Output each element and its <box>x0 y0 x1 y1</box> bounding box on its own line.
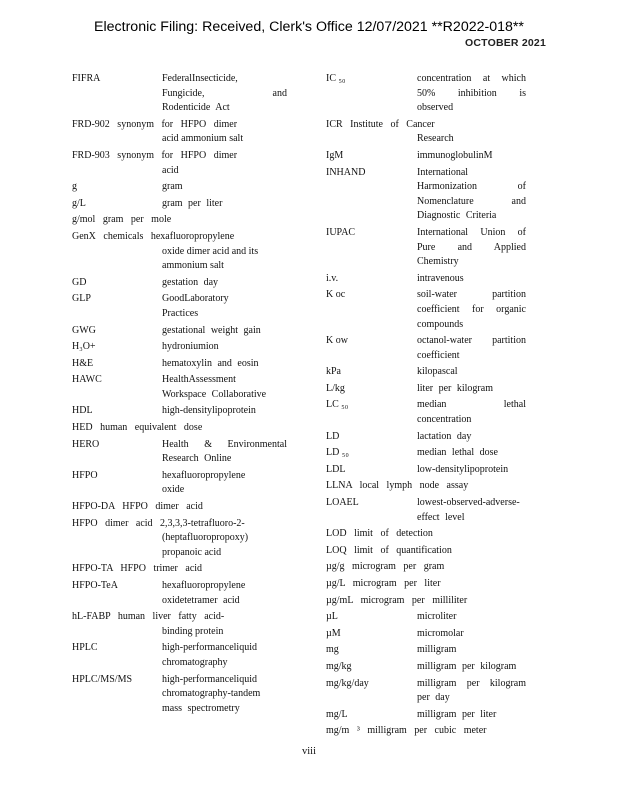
abbreviation-definition-line: binding protein <box>162 625 224 637</box>
abbreviation-term: µg/g <box>326 561 345 573</box>
abbreviation-entry <box>72 357 287 372</box>
abbreviation-definition-line: intravenous <box>417 272 464 284</box>
abbreviation-definition <box>162 438 287 467</box>
abbreviation-definition <box>417 708 526 723</box>
abbreviation-definition-line: Practices <box>162 307 199 319</box>
abbreviation-definition <box>417 149 526 164</box>
abbreviation-definition: HFPO trimer acid <box>120 563 203 575</box>
abbreviation-definition <box>162 373 287 402</box>
abbreviation-term: HED <box>72 422 93 434</box>
abbreviation-definition-line: milligram <box>417 644 457 656</box>
abbreviation-definition <box>417 430 526 445</box>
abbreviation-entry <box>72 149 287 178</box>
abbreviation-definition <box>417 677 526 706</box>
abbreviation-definition-line: concentration at which <box>417 73 526 84</box>
abbreviation-term: LD <box>326 430 340 442</box>
abbreviation-definition-line: hexafluoropropylene <box>162 580 246 591</box>
abbreviation-term: HFPO <box>72 469 98 481</box>
abbreviation-term: LD ₅₀ <box>326 447 349 459</box>
abbreviation-entry <box>326 382 526 397</box>
abbreviation-entry <box>72 673 287 717</box>
abbreviation-entry <box>72 340 287 355</box>
abbreviation-entry <box>72 213 287 228</box>
abbreviation-term: mg <box>326 644 339 656</box>
abbreviation-definition-line: acid <box>162 164 179 176</box>
abbreviation-definition-line: gestational weight gain <box>162 324 261 336</box>
abbreviation-definition-line: high-performanceliquid <box>162 642 257 654</box>
abbreviation-entry <box>326 288 526 332</box>
abbreviation-term: ICR <box>326 118 343 130</box>
abbreviation-entry <box>326 398 526 427</box>
abbreviation-definition-line: gram per liter <box>162 197 223 209</box>
abbreviation-definition: local lymph node assay <box>359 480 469 492</box>
abbreviation-definition-line: oxidetetramer acid <box>162 594 240 606</box>
abbreviation-definition-line: acid ammonium salt <box>162 133 244 145</box>
abbreviation-term: LLNA <box>326 480 353 492</box>
abbreviation-entry <box>72 421 287 436</box>
abbreviation-definition <box>417 365 526 380</box>
abbreviation-definition <box>162 180 287 195</box>
abbreviation-term: g/mol <box>72 214 96 226</box>
abbreviation-entry <box>326 118 526 147</box>
abbreviation-term: GLP <box>72 293 91 305</box>
abbreviation-definition: microgram per milliliter <box>360 594 468 606</box>
abbreviation-term: GD <box>72 276 87 288</box>
abbreviation-entry <box>326 643 526 658</box>
abbreviation-definition: milligram per cubic meter <box>367 725 487 737</box>
abbreviation-definition-line: Chemistry <box>417 256 459 268</box>
abbreviation-definition <box>417 446 526 461</box>
abbreviation-definition: synonym for HFPO dimer <box>117 118 238 130</box>
filing-stamp: Electronic Filing: Received, Clerk's Office 12/07/2021 **R2022-018** <box>94 19 524 35</box>
abbreviation-term: HFPO-TA <box>72 563 113 575</box>
abbreviation-term: HFPO-DA <box>72 501 115 513</box>
abbreviation-term: GenX <box>72 230 96 242</box>
abbreviation-term: HAWC <box>72 374 102 386</box>
abbreviation-definition-line: kilopascal <box>417 366 458 378</box>
abbreviation-entry <box>72 641 287 670</box>
abbreviation-definition-line: lowest-observed-adverse- <box>417 497 520 509</box>
abbreviation-entry <box>326 272 526 287</box>
abbreviation-definition-line: Diagnostic Criteria <box>417 210 497 222</box>
abbreviation-definition <box>162 673 287 717</box>
abbreviation-term: HFPO-TeA <box>72 580 118 591</box>
abbreviation-definition: microgram per gram <box>352 561 445 573</box>
abbreviations-right-column <box>326 72 526 741</box>
abbreviation-term: L/kg <box>326 382 345 394</box>
abbreviation-entry <box>326 544 526 559</box>
abbreviation-definition <box>162 357 287 372</box>
abbreviation-entry <box>326 560 526 575</box>
abbreviation-entry <box>326 166 526 224</box>
abbreviation-term: IUPAC <box>326 226 356 238</box>
abbreviation-entry <box>72 517 287 561</box>
abbreviation-entry <box>326 724 526 739</box>
abbreviation-definition <box>162 276 287 291</box>
abbreviation-definition-line: chromatography <box>162 656 228 668</box>
abbreviation-entry <box>326 479 526 494</box>
abbreviation-definition-line: lactation day <box>417 430 472 442</box>
abbreviation-definition: human liver fatty acid- <box>117 611 225 623</box>
abbreviation-definition-line: (heptafluoropropoxy) <box>162 532 249 544</box>
abbreviation-entry <box>72 72 287 116</box>
abbreviation-entry <box>72 373 287 402</box>
abbreviation-definition <box>162 579 287 608</box>
abbreviation-definition-line: FederalInsecticide, <box>162 73 238 84</box>
abbreviation-term: FRD-902 <box>72 118 110 130</box>
abbreviation-term: g/L <box>72 197 86 209</box>
abbreviation-definition-line: International Union of <box>417 226 526 238</box>
abbreviation-definition-line: Workspace Collaborative <box>162 388 267 400</box>
abbreviation-entry <box>72 118 287 147</box>
abbreviation-entry <box>326 627 526 642</box>
abbreviation-term: GWG <box>72 324 96 336</box>
abbreviation-definition-line: immunoglobulinM <box>417 149 493 161</box>
abbreviation-definition <box>162 292 287 321</box>
abbreviation-definition <box>417 166 526 224</box>
abbreviation-term: FIFRA <box>72 73 101 84</box>
abbreviation-entry <box>72 197 287 212</box>
abbreviation-entry <box>326 610 526 625</box>
abbreviation-definition: HFPO dimer acid <box>122 501 203 513</box>
abbreviation-term: mg/L <box>326 708 348 720</box>
abbreviation-entry <box>72 292 287 321</box>
abbreviation-entry <box>326 463 526 478</box>
abbreviation-term: HPLC/MS/MS <box>72 673 133 685</box>
abbreviation-definition-line: median lethal <box>417 399 526 411</box>
abbreviation-definition-line: GoodLaboratory <box>162 293 229 305</box>
abbreviation-term: LOAEL <box>326 497 359 509</box>
abbreviation-definition <box>417 334 526 363</box>
abbreviation-entry <box>72 404 287 419</box>
abbreviation-definition <box>417 398 526 427</box>
abbreviation-entry <box>326 149 526 164</box>
abbreviation-definition-line: HealthAssessment <box>162 374 236 386</box>
abbreviation-definition <box>417 382 526 397</box>
abbreviation-definition-line: ammonium salt <box>162 260 224 272</box>
abbreviation-entry <box>326 708 526 723</box>
abbreviation-definition: human equivalent dose <box>100 422 203 434</box>
abbreviation-definition-line: octanol-water partition <box>417 335 526 347</box>
abbreviation-definition: dimer acid 2,3,3,3-tetrafluoro-2- <box>105 517 245 529</box>
abbreviation-definition: chemicals hexafluoropropylene <box>103 230 235 242</box>
abbreviation-definition-line: Health & Environmental <box>162 438 287 450</box>
abbreviation-definition-line: Fungicide, and <box>162 87 287 99</box>
abbreviation-term: H&E <box>72 357 94 369</box>
abbreviation-definition <box>417 272 526 287</box>
abbreviation-term: K oc <box>326 289 346 301</box>
abbreviation-definition-line: oxide dimer acid and its <box>162 245 259 257</box>
abbreviation-definition: synonym for HFPO dimer <box>117 149 238 161</box>
abbreviation-definition <box>417 72 526 116</box>
abbreviation-definition-line: microliter <box>417 611 457 623</box>
abbreviation-entry <box>326 677 526 706</box>
abbreviation-definition <box>162 340 287 355</box>
abbreviation-term: LDL <box>326 463 346 475</box>
abbreviation-definition-line: Nomenclature and <box>417 195 526 207</box>
abbreviation-definition: limit of detection <box>354 528 433 540</box>
abbreviation-entry <box>72 324 287 339</box>
abbreviation-definition-line: coefficient <box>417 349 460 361</box>
abbreviation-entry <box>72 276 287 291</box>
abbreviation-term: LC ₅₀ <box>326 399 349 411</box>
abbreviation-definition-line: micromolar <box>417 627 464 639</box>
page-number: viii <box>301 746 316 757</box>
abbreviation-definition-line: hexafluoropropylene <box>162 469 246 481</box>
abbreviation-term: mg/m ³ <box>326 725 360 737</box>
abbreviation-entry <box>326 365 526 380</box>
abbreviation-term: µL <box>326 611 338 623</box>
abbreviation-definition <box>417 610 526 625</box>
abbreviation-entry <box>326 430 526 445</box>
abbreviation-term: kPa <box>326 366 341 378</box>
abbreviations-left-column <box>72 72 287 718</box>
abbreviation-term: LOD <box>326 528 347 540</box>
abbreviation-definition <box>417 288 526 332</box>
abbreviation-definition-line: high-densitylipoprotein <box>162 405 256 417</box>
abbreviation-definition: Institute of Cancer <box>350 118 435 130</box>
abbreviation-definition <box>417 660 526 675</box>
abbreviation-entry <box>326 527 526 542</box>
abbreviation-definition-line: chromatography-tandem <box>162 688 261 700</box>
abbreviation-definition <box>417 226 526 270</box>
abbreviation-definition-line: mass spectrometry <box>162 702 240 714</box>
abbreviation-entry <box>326 496 526 525</box>
abbreviation-definition-line: hematoxylin and eosin <box>162 357 259 369</box>
abbreviation-definition-line: median lethal dose <box>417 447 498 459</box>
abbreviation-definition-line: propanoic acid <box>162 546 222 558</box>
abbreviation-entry <box>72 610 287 639</box>
abbreviation-definition-line: Research Online <box>162 453 232 465</box>
abbreviation-term: mg/kg/day <box>326 677 369 689</box>
abbreviation-definition-line: effect level <box>417 511 465 523</box>
abbreviation-term: H₃O+ <box>72 341 96 353</box>
abbreviation-entry <box>72 469 287 498</box>
abbreviation-term: HPLC <box>72 642 98 654</box>
abbreviation-definition-line: milligram per kilogram <box>417 660 517 672</box>
abbreviation-entry <box>72 438 287 467</box>
abbreviation-entry <box>72 562 287 577</box>
abbreviation-term: µg/L <box>326 578 346 589</box>
abbreviation-term: HDL <box>72 405 93 417</box>
abbreviation-definition-line: Rodenticide Act <box>162 102 230 114</box>
abbreviation-definition-line: hydroniumion <box>162 341 219 353</box>
abbreviation-definition-line: Research <box>417 133 454 145</box>
abbreviation-term: HERO <box>72 438 100 450</box>
abbreviation-definition-line: gestation day <box>162 276 219 288</box>
abbreviation-entry <box>72 579 287 608</box>
abbreviation-term: i.v. <box>326 272 339 284</box>
abbreviation-entry <box>326 577 526 592</box>
abbreviation-definition-line: International <box>417 166 469 178</box>
abbreviation-definition: microgram per liter <box>352 578 441 589</box>
abbreviation-entry <box>72 180 287 195</box>
abbreviation-definition <box>417 496 526 525</box>
abbreviation-definition-line: milligram per kilogram <box>417 677 526 689</box>
abbreviation-definition-line: compounds <box>417 318 464 330</box>
abbreviation-definition-line: liter per kilogram <box>417 382 493 394</box>
abbreviation-term: FRD-903 <box>72 149 110 161</box>
abbreviation-definition-line: high-performanceliquid <box>162 673 257 685</box>
abbreviation-definition: limit of quantification <box>354 544 452 556</box>
abbreviation-definition-line: concentration <box>417 414 472 426</box>
abbreviation-definition-line: observed <box>417 102 454 114</box>
abbreviation-definition-line: coefficient for organic <box>417 303 526 315</box>
abbreviation-definition-line: milligram per liter <box>417 708 497 720</box>
abbreviation-definition-line: oxide <box>162 484 185 496</box>
abbreviation-entry <box>326 660 526 675</box>
abbreviation-entry <box>326 72 526 116</box>
abbreviation-definition-line: per day <box>417 692 450 704</box>
abbreviation-definition <box>162 72 287 116</box>
abbreviation-entry <box>72 230 287 274</box>
abbreviation-entry <box>326 334 526 363</box>
abbreviation-entry <box>326 446 526 461</box>
abbreviation-definition <box>162 197 287 212</box>
abbreviation-definition: gram per mole <box>102 214 172 226</box>
abbreviation-term: IC ₅₀ <box>326 73 346 84</box>
abbreviation-term: INHAND <box>326 166 366 178</box>
abbreviation-definition-line: Harmonization of <box>417 181 526 193</box>
abbreviation-term: mg/kg <box>326 660 352 672</box>
abbreviation-definition <box>162 641 287 670</box>
abbreviation-term: LOQ <box>326 544 347 556</box>
abbreviation-definition-line: Pure and Applied <box>417 241 526 253</box>
abbreviation-definition <box>417 643 526 658</box>
abbreviation-definition-line: low-densitylipoprotein <box>417 463 509 475</box>
abbreviation-term: µM <box>326 627 341 639</box>
abbreviation-term: hL-FABP <box>72 611 111 623</box>
abbreviation-definition <box>162 404 287 419</box>
abbreviation-definition <box>417 463 526 478</box>
abbreviation-entry <box>72 500 287 515</box>
abbreviation-term: K ow <box>326 335 348 347</box>
abbreviation-definition-line: soil-water partition <box>417 289 526 301</box>
abbreviation-definition <box>417 627 526 642</box>
report-date: OCTOBER 2021 <box>465 37 546 49</box>
abbreviation-definition-line: gram <box>162 181 183 193</box>
abbreviation-entry <box>326 226 526 270</box>
abbreviation-term: IgM <box>326 149 344 161</box>
abbreviation-term: µg/mL <box>326 594 354 606</box>
abbreviation-definition-line: 50% inhibition is <box>417 87 526 99</box>
abbreviation-term: g <box>72 181 77 193</box>
abbreviation-definition <box>162 324 287 339</box>
abbreviation-entry <box>326 594 526 609</box>
abbreviation-term: HFPO <box>72 517 98 529</box>
abbreviation-definition <box>162 469 287 498</box>
